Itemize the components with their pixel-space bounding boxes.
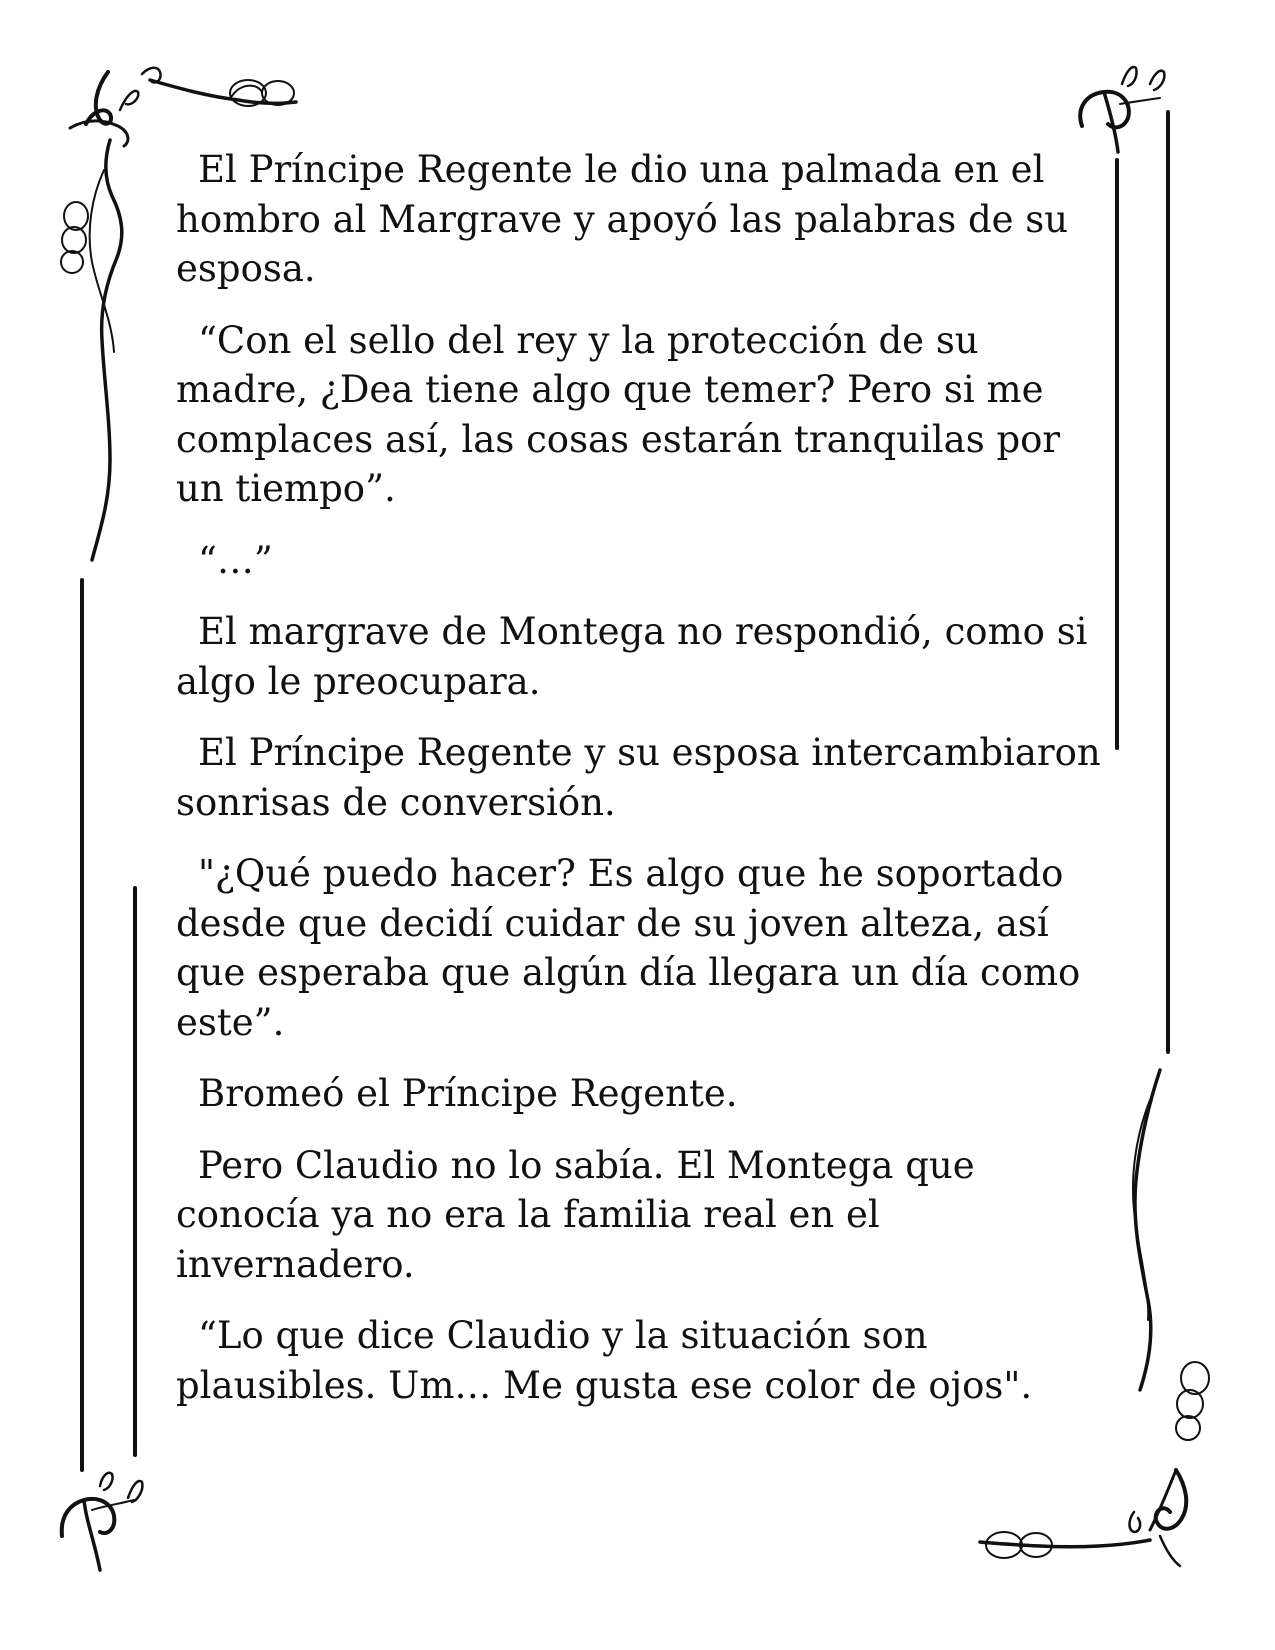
paragraph-3: “…” — [198, 538, 273, 582]
body-text — [176, 145, 1106, 1432]
paragraph-8: Pero Claudio no lo sabía. El Montega que conocía ya no era la familia real en el invernadero. — [176, 1143, 975, 1286]
top-right-flourish-icon — [1080, 67, 1164, 152]
paragraph-5: El Príncipe Regente y su esposa intercambiaron sonrisas de conversión. — [176, 731, 1101, 824]
paragraph-6: "¿Qué puedo hacer? Es algo que he soportado desde que decidí cuidar de su joven alteza, así que esperaba que algún día llegara un día como este”. — [176, 852, 1081, 1044]
paragraph-4: El margrave de Montega no respondió, como si algo le preocupara. — [176, 610, 1088, 703]
paragraph-1: El Príncipe Regente le dio una palmada en el hombro al Margrave y apoyó las palabras de su esposa. — [176, 148, 1069, 290]
bottom-left-flourish-icon — [62, 1473, 143, 1570]
paragraph-7: Bromeó el Príncipe Regente. — [198, 1072, 738, 1115]
paragraph-9: “Lo que dice Claudio y la situación son plausibles. Um… Me gusta ese color de ojos". — [176, 1314, 1033, 1407]
paragraph-2: “Con el sello del rey y la protección de su madre, ¿Dea tiene algo que temer? Pero si me complaces así, las cosas estarán tranquilas por un tiempo”. — [176, 318, 1061, 510]
